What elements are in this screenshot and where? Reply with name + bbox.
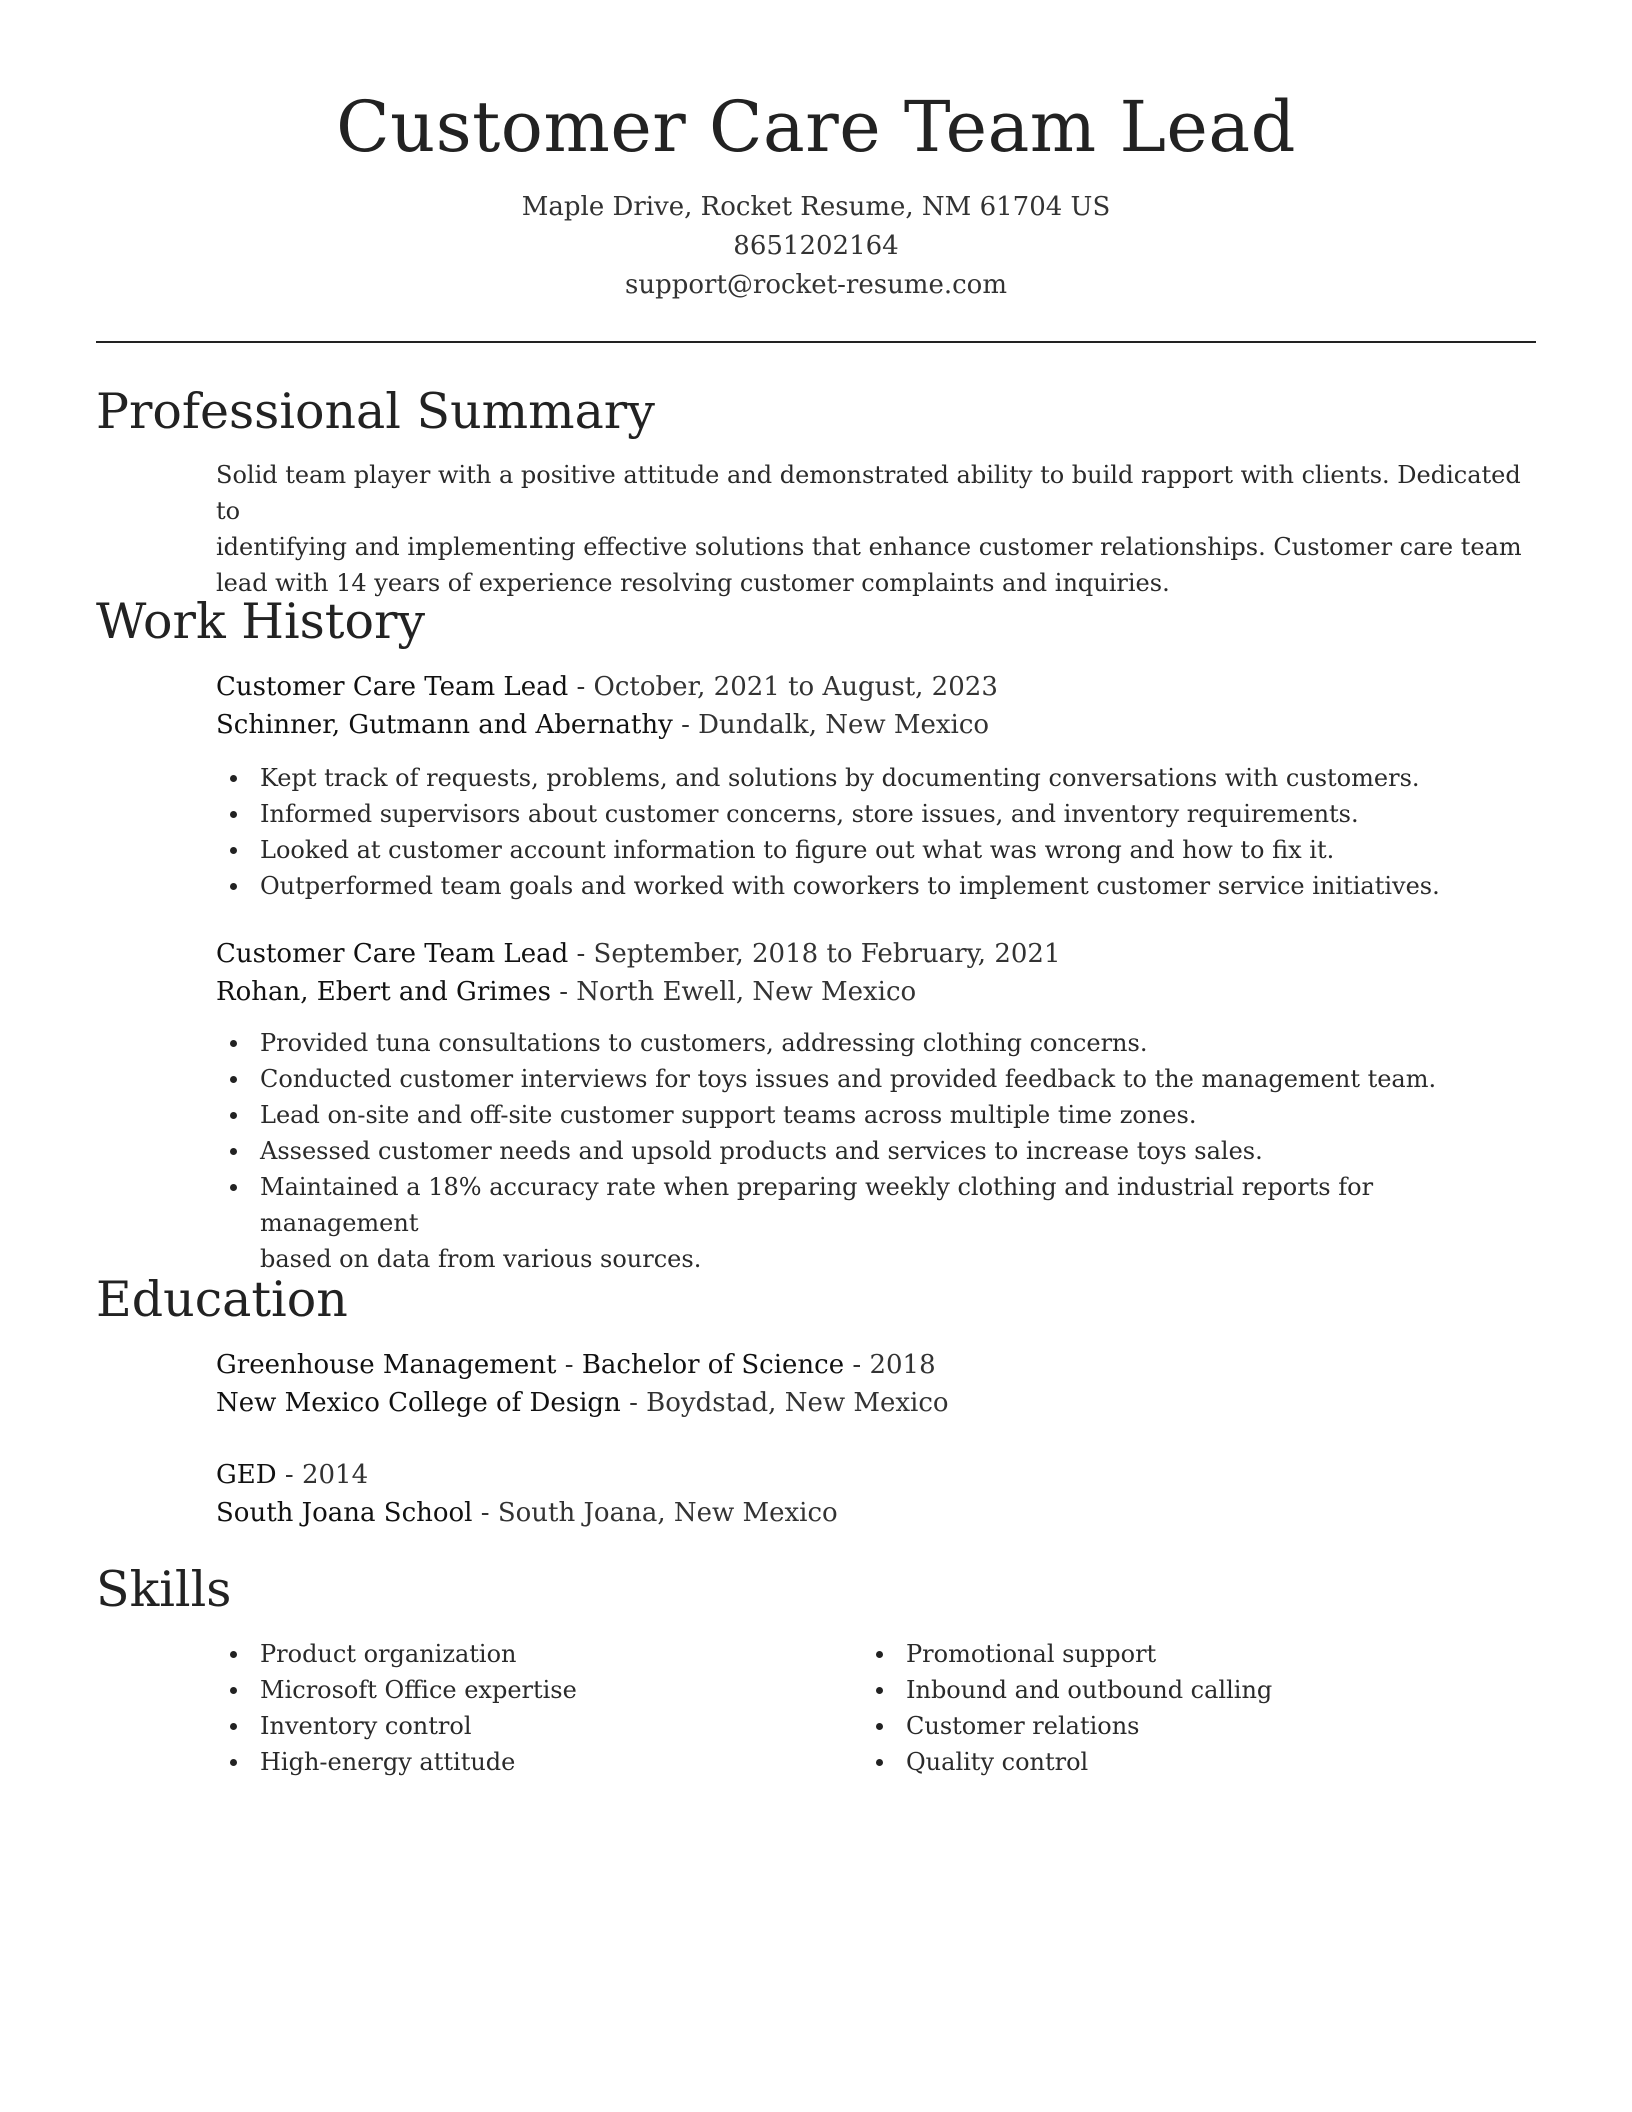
separator: - [672, 710, 699, 740]
list-item: Provided tuna consultations to customers, addressing clothing concerns. [260, 1025, 1536, 1061]
skills-column-left [216, 1636, 816, 1780]
job-heading [216, 668, 1536, 706]
contact-info [0, 188, 1632, 305]
summary-line: identifying and implementing effective solutions that enhance customer relationships. Customer care team [216, 533, 1522, 561]
job-company-line [216, 706, 1536, 744]
education-entry [216, 1346, 1536, 1422]
list-item: Assessed customer needs and upsold products and services to increase toys sales. [260, 1133, 1536, 1169]
education-heading [216, 1346, 1536, 1384]
education-school-line [216, 1384, 1536, 1422]
job-company: Rohan, Ebert and Grimes [216, 977, 551, 1007]
section-title-summary: Professional Summary [96, 383, 655, 440]
education-school: South Joana School [216, 1498, 473, 1528]
separator: - [550, 977, 577, 1007]
skill-item: Quality control [906, 1744, 1462, 1780]
skill-item: Promotional support [906, 1636, 1462, 1672]
education-school-line [216, 1494, 1536, 1532]
education-year: 2018 [869, 1350, 936, 1380]
education-program: Greenhouse Management [216, 1350, 557, 1380]
job-company: Schinner, Gutmann and Abernathy [216, 710, 673, 740]
resume-header [0, 0, 1632, 305]
candidate-name: Customer Care Team Lead [336, 86, 1296, 168]
separator: - [620, 1388, 647, 1418]
job-role: Customer Care Team Lead [216, 939, 569, 969]
section-title-education: Education [96, 1271, 348, 1328]
summary-line: lead with 14 years of experience resolving customer complaints and inquiries. [216, 569, 1170, 597]
job-entry [216, 668, 1536, 904]
job-location: Dundalk, New Mexico [698, 710, 990, 740]
job-dates: September, 2018 to February, 2021 [593, 939, 1061, 969]
job-heading [216, 935, 1536, 973]
summary-text [216, 457, 1536, 601]
skills-list [216, 1636, 816, 1780]
separator: - [556, 1350, 582, 1380]
skill-item: Microsoft Office expertise [260, 1672, 816, 1708]
list-item: Kept track of requests, problems, and solutions by documenting conversations with customers. [260, 760, 1536, 796]
skills-column-right [862, 1636, 1462, 1780]
phone: 8651202164 [733, 231, 899, 261]
bullet-line: based on data from various sources. [260, 1245, 702, 1273]
skills-list [862, 1636, 1462, 1780]
job-company-line [216, 973, 1536, 1011]
separator: - [568, 672, 594, 702]
education-degree: Bachelor of Science [581, 1350, 845, 1380]
job-dates: October, 2021 to August, 2023 [593, 672, 998, 702]
job-bullets [216, 760, 1536, 904]
skill-item: Inventory control [260, 1708, 816, 1744]
skill-item: Inbound and outbound calling [906, 1672, 1462, 1708]
separator: - [844, 1350, 870, 1380]
skill-item: High-energy attitude [260, 1744, 816, 1780]
list-item: Conducted customer interviews for toys issues and provided feedback to the management team. [260, 1061, 1536, 1097]
education-location: South Joana, New Mexico [497, 1498, 838, 1528]
list-item: Informed supervisors about customer concerns, store issues, and inventory requirements. [260, 796, 1536, 832]
list-item [260, 1169, 1536, 1277]
job-location: North Ewell, New Mexico [576, 977, 917, 1007]
section-title-skills: Skills [96, 1561, 232, 1618]
list-item: Lead on-site and off-site customer support teams across multiple time zones. [260, 1097, 1536, 1133]
email: support@rocket-resume.com [624, 270, 1007, 300]
list-item: Outperformed team goals and worked with coworkers to implement customer service initiatives. [260, 868, 1536, 904]
skill-item: Customer relations [906, 1708, 1462, 1744]
list-item: Looked at customer account information to figure out what was wrong and how to fix it. [260, 832, 1536, 868]
job-bullets [216, 1025, 1536, 1277]
education-school: New Mexico College of Design [216, 1388, 621, 1418]
job-entry [216, 935, 1536, 1277]
education-entry [216, 1456, 1536, 1532]
job-role: Customer Care Team Lead [216, 672, 569, 702]
education-year: 2014 [301, 1460, 369, 1490]
skill-item: Product organization [260, 1636, 816, 1672]
section-title-work-history: Work History [96, 593, 426, 650]
education-location: Boydstad, New Mexico [646, 1388, 949, 1418]
separator: - [568, 939, 594, 969]
separator: - [276, 1460, 302, 1490]
education-program: GED [216, 1460, 277, 1490]
header-divider [96, 341, 1536, 343]
separator: - [472, 1498, 498, 1528]
education-heading [216, 1456, 1536, 1494]
summary-line: Solid team player with a positive attitude and demonstrated ability to build rapport with clients. Dedicated to [216, 461, 1521, 525]
bullet-line: Maintained a 18% accuracy rate when preparing weekly clothing and industrial reports for management [260, 1173, 1374, 1237]
address: Maple Drive, Rocket Resume, NM 61704 US [521, 192, 1111, 222]
